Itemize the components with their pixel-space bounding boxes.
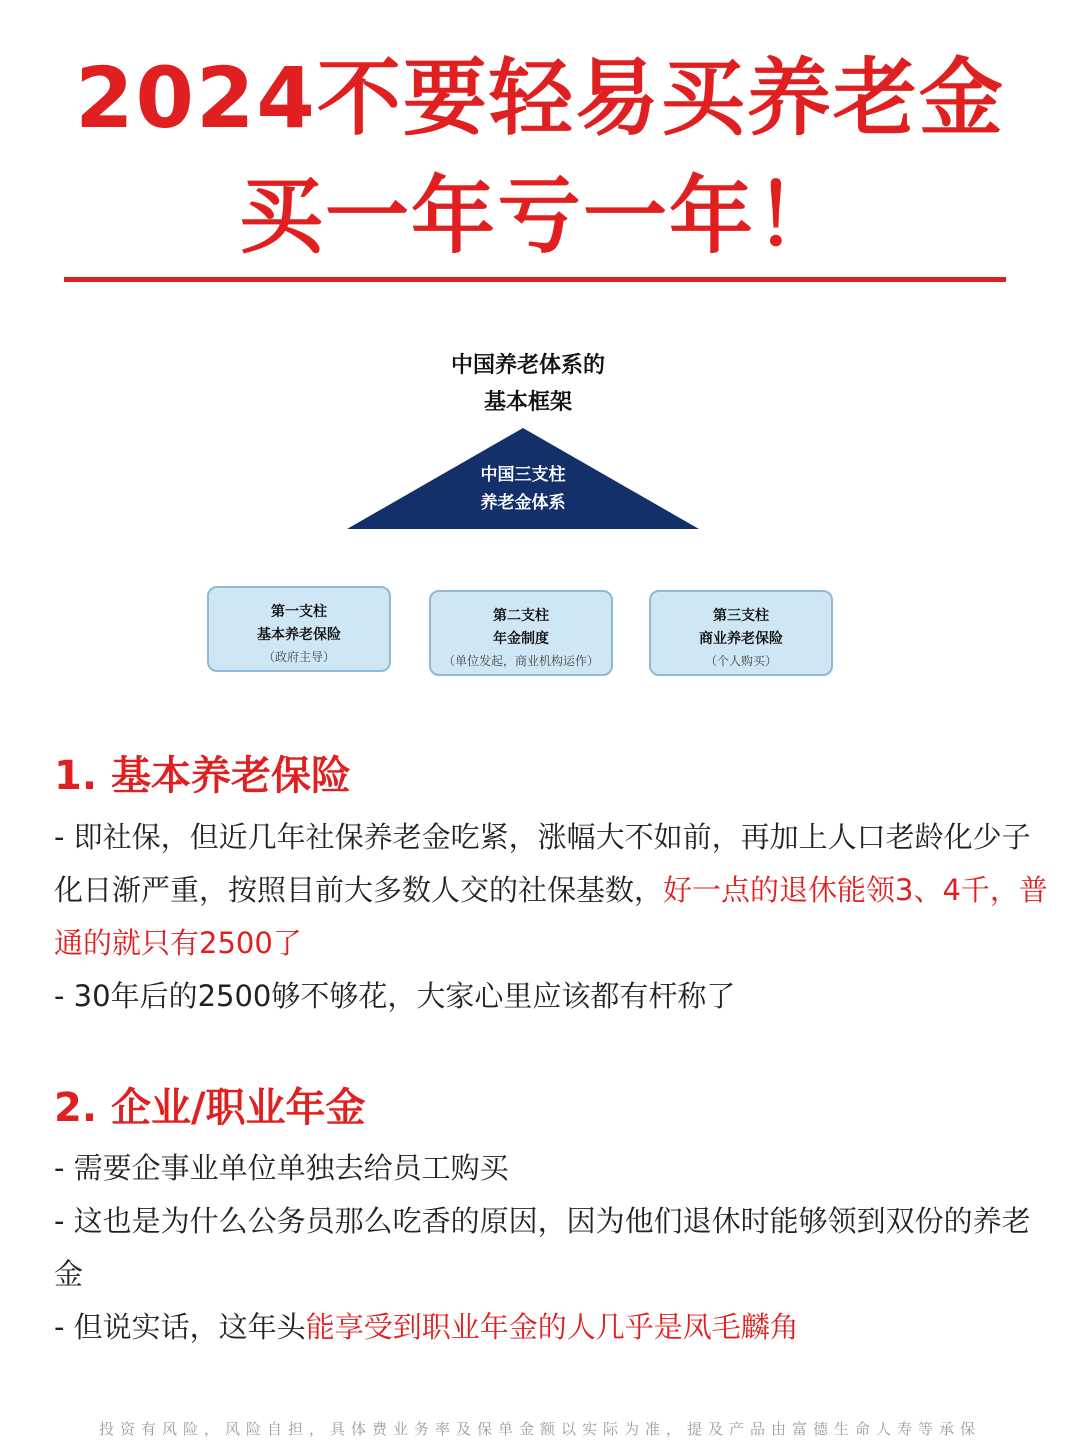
highlight-text: 好一点的退休能领3、4千，普通的就只有2500了: [54, 873, 1048, 960]
triangle-label-line-1: 中国三支柱: [480, 465, 566, 485]
pillar-note: （政府主导）: [262, 650, 335, 664]
pillar-type: 年金制度: [493, 631, 549, 647]
pillar-note: （单位发起，商业机构运作）: [442, 654, 599, 668]
pillar-name: 第二支柱: [493, 608, 549, 624]
title-line-1: 2024不要轻易买养老金: [75, 49, 1005, 147]
pillar-note: （个人购买）: [704, 654, 777, 668]
pillar-name: 第三支柱: [713, 608, 769, 624]
paragraph-text: - 即社保，但近几年社保养老金吃紧，涨幅大不如前，再加上人口老龄化少子化日渐严重，按照目前大多数人交的社保基数，: [54, 820, 1031, 907]
pillar-type: 商业养老保险: [699, 631, 783, 647]
section-2-title: 2. 企业/职业年金: [54, 1085, 366, 1131]
section-1-title: 1. 基本养老保险: [54, 753, 351, 799]
triangle-label-line-2: 养老金体系: [480, 493, 566, 513]
pillar-box-first: [207, 586, 391, 672]
section-2-paragraph-1: - 需要企事业单位单独去给员工购买: [54, 1151, 509, 1185]
diagram-title-line-1: 中国养老体系的: [450, 353, 605, 378]
title-divider: [64, 277, 1006, 282]
diagram-title-line-2: 基本框架: [483, 390, 572, 415]
section-1-paragraph-1: [54, 811, 1050, 970]
pillar-box-third: [649, 590, 833, 676]
section-2-paragraph-3: [54, 1301, 1050, 1354]
pillar-type: 基本养老保险: [257, 627, 341, 643]
paragraph-text: - 但说实话，这年头: [54, 1310, 306, 1344]
title-line-2: 买一年亏一年！: [238, 167, 841, 265]
highlight-text: 能享受到职业年金的人几乎是凤毛麟角: [305, 1310, 799, 1344]
disclaimer: 投资有风险，风险自担，具体费业务率及保单金额以实际为准，提及产品由富德生命人寿等承保: [98, 1420, 981, 1438]
section-2-paragraph-2: - 这也是为什么公务员那么吃香的原因，因为他们退休时能够领到双份的养老金: [54, 1204, 1031, 1291]
pillar-name: 第一支柱: [271, 604, 327, 620]
pillar-box-second: [429, 590, 613, 676]
section-1-paragraph-2: - 30年后的2500够不够花，大家心里应该都有杆称了: [54, 979, 736, 1013]
